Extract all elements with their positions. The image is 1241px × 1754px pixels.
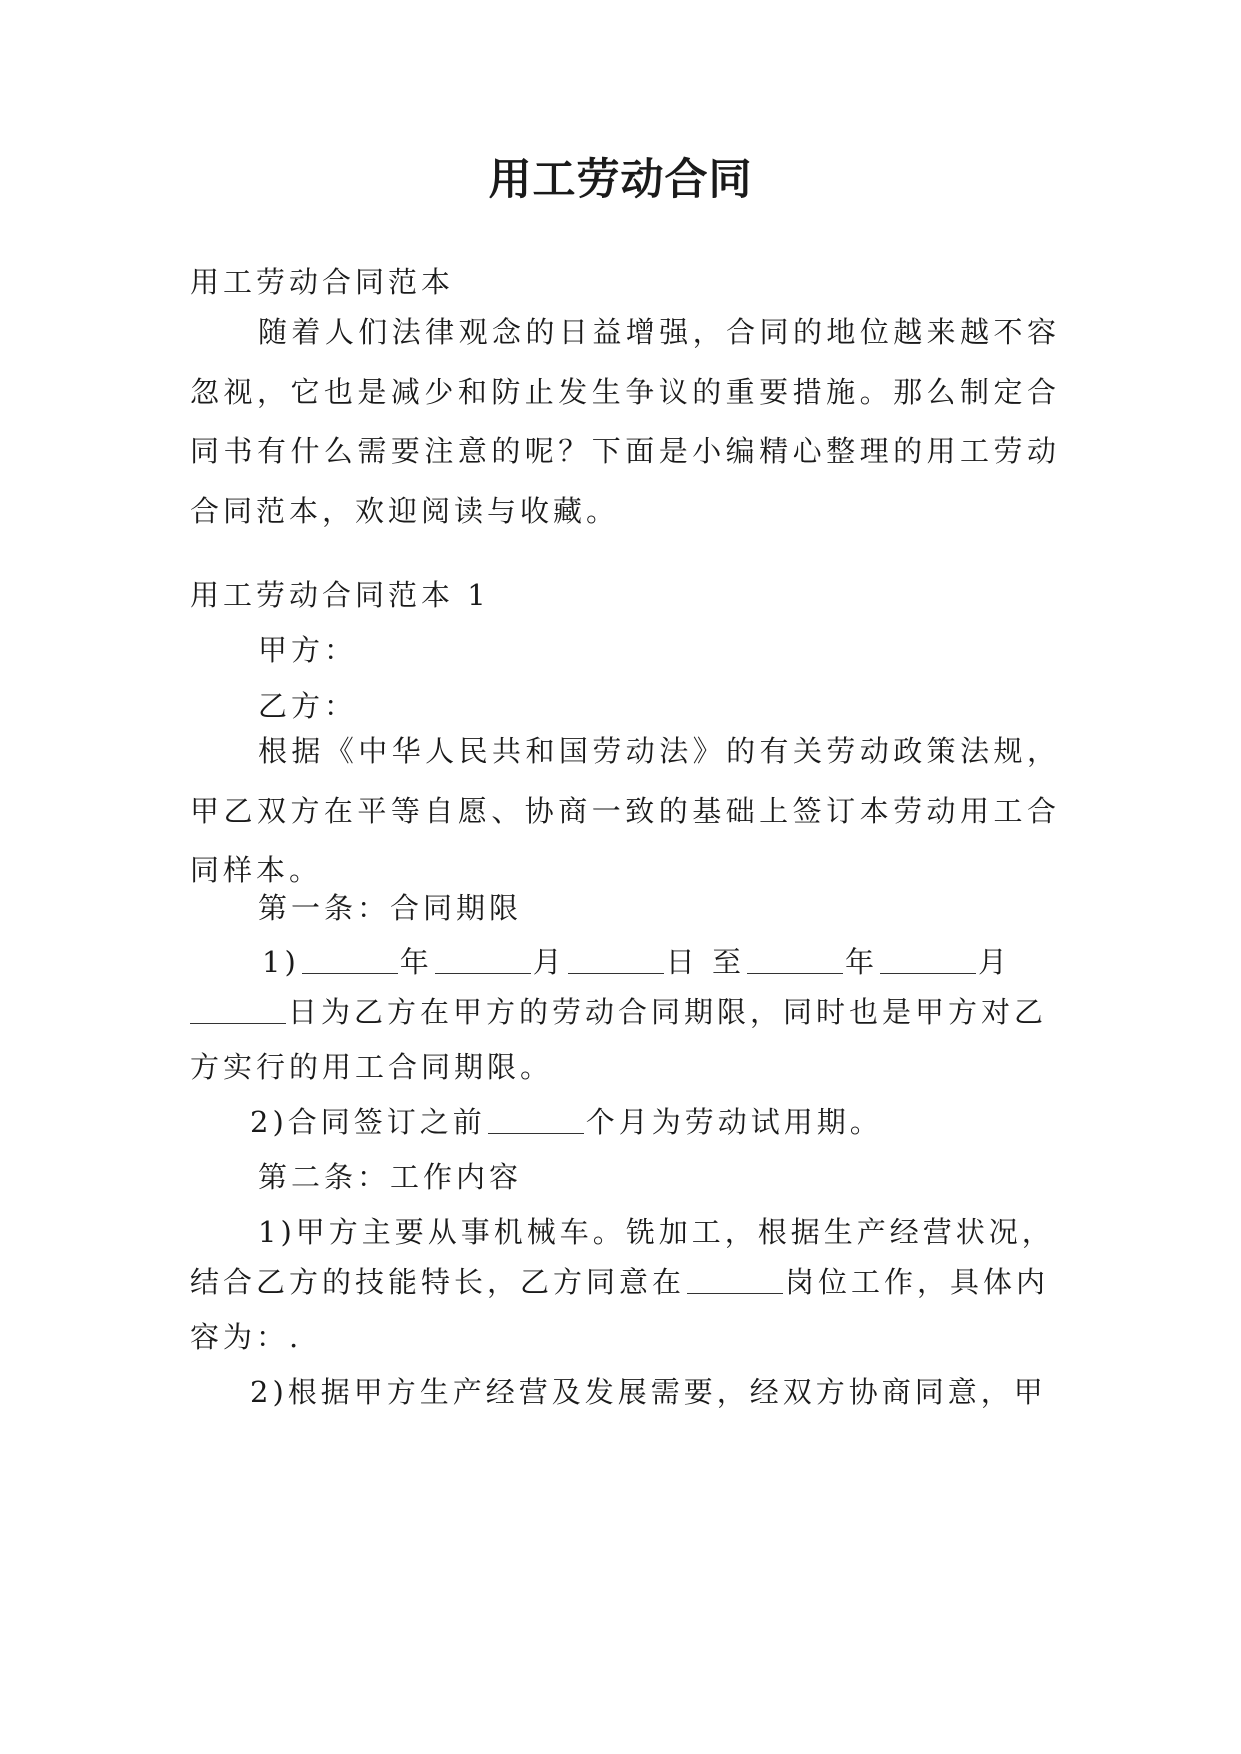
basis-paragraph: 根据《中华人民共和国劳动法》的有关劳动政策法规，甲乙双方在平等自愿、协商一致的基础上签订本劳动用工合同样本。: [190, 734, 1060, 887]
section-heading: 用工劳动合同范本 1: [190, 578, 490, 612]
article2-item1-line2: [190, 1262, 1050, 1302]
article1-item1-line1: [190, 942, 1122, 982]
blank-month-start: [435, 945, 531, 974]
article2-item1-line1: 1)甲方主要从事机械车。铣加工，根据生产经营状况，: [258, 1215, 1055, 1249]
item-text: 2)合同签订之前: [250, 1105, 486, 1139]
article2-item1-line3: 容为：.: [190, 1320, 303, 1354]
article2-item2: 2)根据甲方生产经营及发展需要，经双方协商同意，甲: [250, 1375, 1047, 1409]
article2-heading: 第二条：工作内容: [258, 1160, 523, 1194]
month-label: 月: [978, 945, 1012, 979]
month-label: 月: [532, 945, 566, 979]
blank-month-end: [880, 945, 976, 974]
blank-year-end: [747, 945, 843, 974]
intro-paragraph: 随着人们法律观念的日益增强，合同的地位越来越不容忽视，它也是减少和防止发生争议的重要措施。那么制定合同书有什么需要注意的呢？下面是小编精心整理的用工劳动合同范本，欢迎阅读与收藏。: [190, 315, 1060, 528]
item-text: 岗位工作，具体内: [785, 1265, 1050, 1299]
year-label: 年: [399, 945, 433, 979]
year-label: 年: [845, 945, 879, 979]
document-title: 用工劳动合同: [488, 155, 753, 205]
day-to-label: 日 至: [665, 945, 746, 979]
article1-heading: 第一条：合同期限: [258, 891, 523, 925]
item-text: 日为乙方在甲方的劳动合同期限，同时也是甲方对乙: [288, 995, 1048, 1029]
blank-day-start: [568, 945, 664, 974]
party-a-label: 甲方：: [258, 633, 358, 667]
item-text: 个月为劳动试用期。: [585, 1105, 883, 1139]
blank-year-start: [302, 945, 398, 974]
document-subtitle: 用工劳动合同范本: [190, 265, 455, 299]
article1-item1-line2: [190, 992, 1050, 1032]
item-prefix: 1): [262, 945, 300, 979]
blank-months: [488, 1105, 584, 1134]
blank-position: [687, 1265, 783, 1294]
blank-day-end: [190, 995, 286, 1024]
article1-item2: [190, 1102, 1110, 1142]
item-text: 结合乙方的技能特长，乙方同意在: [190, 1265, 686, 1299]
article1-item1-line3: 方实行的用工合同期限。: [190, 1050, 554, 1084]
party-b-label: 乙方：: [258, 689, 358, 723]
